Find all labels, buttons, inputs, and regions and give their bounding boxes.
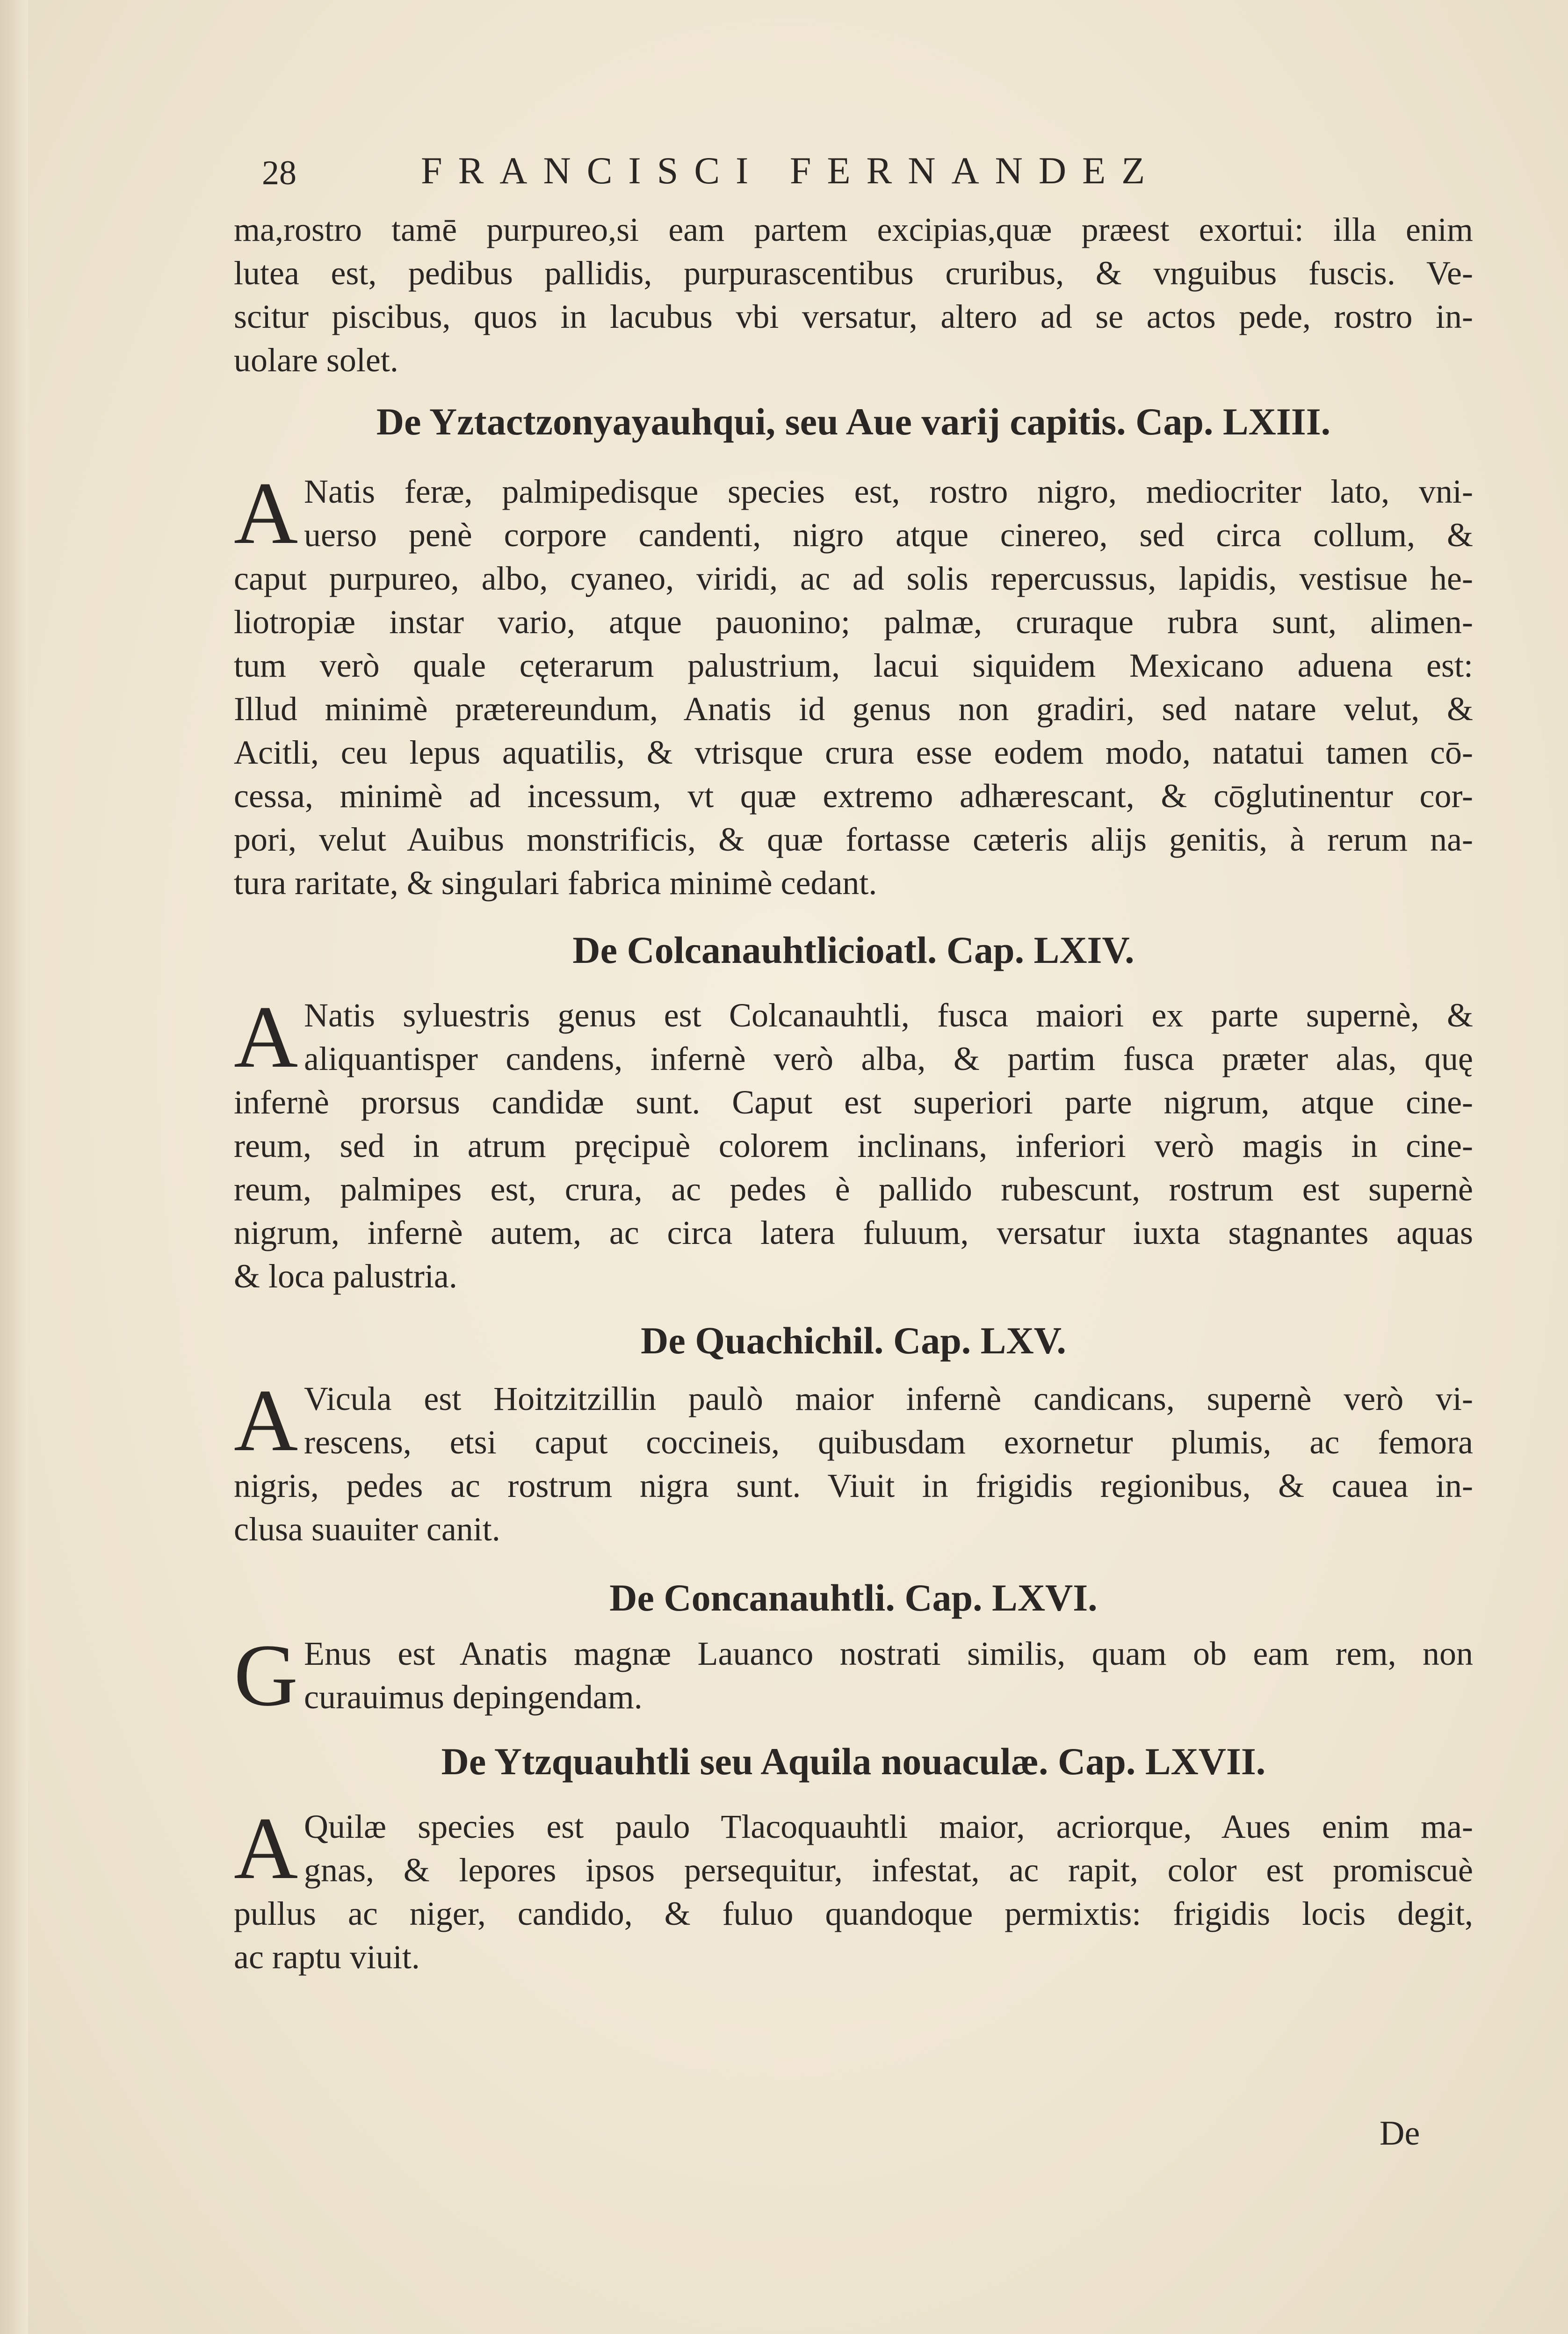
text-line: aliquantisper candens, infernè verò alba, & partim fusca præter alas, quę bbox=[304, 1040, 1473, 1077]
text-line: & loca palustria. bbox=[234, 1257, 457, 1295]
text-line: Illud minimè prætereundum, Anatis id genus non gradiri, sed natare velut, & bbox=[234, 690, 1473, 728]
text-line: uolare solet. bbox=[234, 341, 398, 379]
text-line: ma,rostro tamē purpureo,si eam partem excipias,quæ præest exortui: illa enim bbox=[234, 211, 1473, 248]
text-line: reum, palmipes est, crura, ac pedes è pallido rubescunt, rostrum est supernè bbox=[234, 1171, 1473, 1208]
chapter-paragraph bbox=[234, 988, 1473, 1298]
chapter-paragraph bbox=[234, 464, 1473, 905]
drop-cap-initial: A bbox=[234, 1372, 298, 1470]
chapter-paragraph bbox=[234, 1372, 1473, 1551]
chapter-paragraph bbox=[234, 1799, 1473, 1979]
text-line: Quilæ species est paulo Tlacoquauhtli maior, acriorque, Aues enim ma- bbox=[304, 1808, 1473, 1845]
intro-paragraph bbox=[234, 208, 1473, 382]
text-line: caput purpureo, albo, cyaneo, viridi, ac ad solis repercussus, lapidis, vestisue he- bbox=[234, 560, 1473, 597]
drop-cap-initial: A bbox=[234, 1799, 298, 1898]
text-line: rescens, etsi caput coccineis, quibusdam exornetur plumis, ac femora bbox=[304, 1424, 1473, 1461]
text-line: liotropiæ instar vario, atque pauonino; palmæ, cruraque rubra sunt, alimen- bbox=[234, 603, 1473, 641]
text-line: curauimus depingendam. bbox=[304, 1678, 643, 1716]
text-line: Enus est Anatis magnæ Lauanco nostrati similis, quam ob eam rem, non bbox=[304, 1635, 1473, 1672]
text-line: Natis syluestris genus est Colcanauhtli, fusca maiori ex parte supernè, & bbox=[304, 997, 1473, 1034]
text-line: uerso penè corpore candenti, nigro atque cinereo, sed circa collum, & bbox=[304, 516, 1473, 554]
chapter-heading: De Colcanauhtlicioatl. Cap. LXIV. bbox=[572, 929, 1134, 971]
text-line: clusa suauiter canit. bbox=[234, 1510, 500, 1548]
catchword: De bbox=[1380, 2114, 1420, 2153]
text-line: cessa, minimè ad incessum, vt quæ extremo adhærescant, & cōglutinentur cor- bbox=[234, 777, 1473, 815]
drop-cap-initial: A bbox=[234, 988, 298, 1086]
text-line: gnas, & lepores ipsos persequitur, infestat, ac rapit, color est promiscuè bbox=[304, 1851, 1473, 1889]
text-line: Acitli, ceu lepus aquatilis, & vtrisque crura esse eodem modo, natatui tamen cō- bbox=[234, 734, 1473, 771]
text-line: scitur piscibus, quos in lacubus vbi versatur, altero ad se actos pede, rostro in- bbox=[234, 298, 1473, 335]
page-number: 28 bbox=[262, 154, 296, 192]
text-line: infernè prorsus candidæ sunt. Caput est superiori parte nigrum, atque cine- bbox=[234, 1084, 1473, 1121]
text-line: nigris, pedes ac rostrum nigra sunt. Viuit in frigidis regionibus, & cauea in- bbox=[234, 1467, 1473, 1504]
text-line: reum, sed in atrum pręcipuè colorem inclinans, inferiori verò magis in cine- bbox=[234, 1127, 1473, 1164]
text-line: Natis feræ, palmipedisque species est, rostro nigro, mediocriter lato, vni- bbox=[304, 473, 1473, 510]
chapter-heading: De Ytzquauhtli seu Aquila nouaculæ. Cap. LXVII. bbox=[441, 1740, 1266, 1783]
chapter-heading: De Quachichil. Cap. LXV. bbox=[641, 1319, 1066, 1362]
page-gutter bbox=[0, 0, 28, 2334]
drop-cap-initial: A bbox=[234, 464, 298, 563]
text-line: tum verò quale cęterarum palustrium, lacui siquidem Mexicano aduena est: bbox=[234, 647, 1473, 684]
chapter-heading: De Yztactzonyayauhqui, seu Aue varij capitis. Cap. LXIII. bbox=[376, 400, 1331, 443]
page-header bbox=[262, 149, 1309, 200]
text-line: tura raritate, & singulari fabrica minimè cedant. bbox=[234, 864, 877, 902]
text-line: pori, velut Auibus monstrificis, & quæ fortasse cæteris alijs genitis, à rerum na- bbox=[234, 821, 1473, 858]
drop-cap-initial: G bbox=[234, 1626, 298, 1725]
chapter-paragraph bbox=[234, 1626, 1473, 1725]
text-line: nigrum, infernè autem, ac circa latera fuluum, versatur iuxta stagnantes aquas bbox=[234, 1214, 1473, 1251]
text-line: pullus ac niger, candido, & fuluo quandoque permixtis: frigidis locis degit, bbox=[234, 1895, 1473, 1932]
text-line: lutea est, pedibus pallidis, purpurascentibus cruribus, & vnguibus fuscis. Ve- bbox=[234, 254, 1473, 292]
chapter-heading: De Concanauhtli. Cap. LXVI. bbox=[609, 1576, 1098, 1619]
running-title: FRANCISCI FERNANDEZ bbox=[421, 149, 1161, 192]
text-line: Vicula est Hoitzitzillin paulò maior infernè candicans, supernè verò vi- bbox=[304, 1380, 1473, 1417]
text-line: ac raptu viuit. bbox=[234, 1938, 420, 1976]
